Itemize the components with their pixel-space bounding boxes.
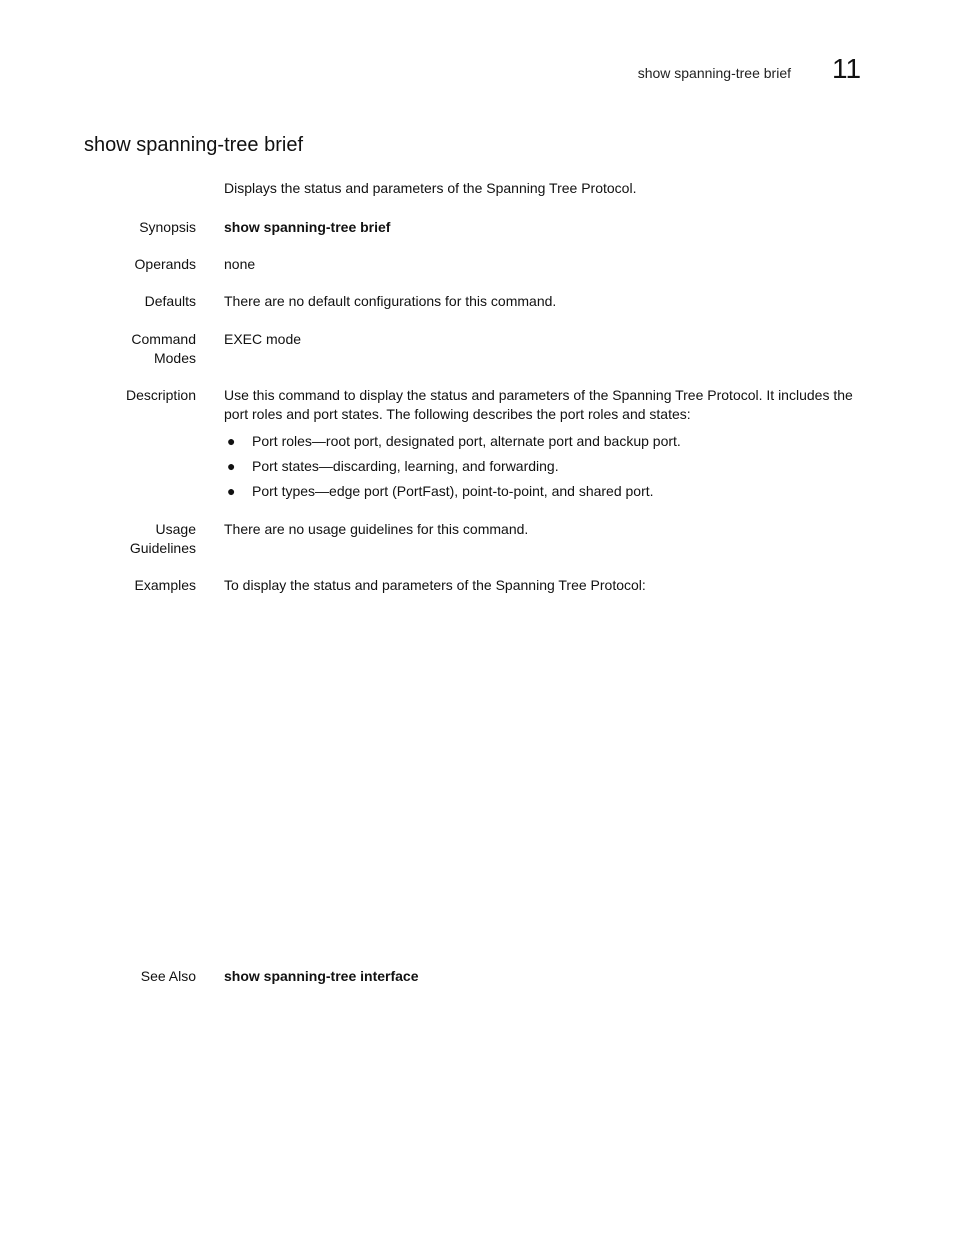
see-also-link[interactable]: show spanning-tree interface: [224, 968, 419, 984]
description-text: Use this command to display the status and parameters of the Spanning Tree Protocol. It includes the port roles and port states. The following describes the port roles and states:: [224, 387, 853, 422]
chapter-number: 11: [832, 53, 862, 84]
usage-guidelines-value: There are no usage guidelines for this command.: [224, 521, 529, 537]
page-title: show spanning-tree brief: [84, 134, 304, 156]
bullet-icon: ●: [227, 433, 236, 449]
defaults-label: Defaults: [144, 293, 196, 309]
see-also-label: See Also: [140, 968, 196, 984]
synopsis-label: Synopsis: [139, 219, 196, 235]
list-item: [224, 482, 869, 507]
description-label: Description: [125, 387, 196, 403]
examples-label: Examples: [134, 577, 196, 593]
defaults-value: There are no default configurations for this command.: [224, 293, 557, 309]
intro-text: Displays the status and parameters of the Spanning Tree Protocol.: [224, 180, 637, 196]
usage-guidelines-label-line2: Guidelines: [129, 540, 196, 556]
usage-guidelines-label: [130, 520, 196, 558]
list-item: [224, 432, 869, 457]
synopsis-value: show spanning-tree brief: [224, 219, 391, 235]
command-modes-value: EXEC mode: [224, 331, 302, 347]
bullet-icon: ●: [227, 458, 236, 474]
bullet-text: Port types—edge port (PortFast), point-to-point, and shared port.: [252, 483, 654, 499]
command-modes-label: [131, 330, 196, 368]
operands-label: Operands: [134, 256, 196, 272]
operands-value: none: [224, 256, 256, 272]
bullet-text: Port roles—root port, designated port, alternate port and backup port.: [252, 433, 681, 449]
bullet-text: Port states—discarding, learning, and forwarding.: [252, 458, 559, 474]
examples-value: To display the status and parameters of the Spanning Tree Protocol:: [224, 577, 646, 593]
bullet-icon: ●: [227, 483, 236, 499]
usage-guidelines-label-line1: Usage: [155, 521, 196, 537]
description-bullet-list: [224, 432, 869, 507]
command-modes-label-line2: Modes: [153, 350, 196, 366]
list-item: [224, 457, 869, 482]
command-modes-label-line1: Command: [131, 331, 196, 347]
running-header-title: show spanning-tree brief: [637, 65, 791, 81]
